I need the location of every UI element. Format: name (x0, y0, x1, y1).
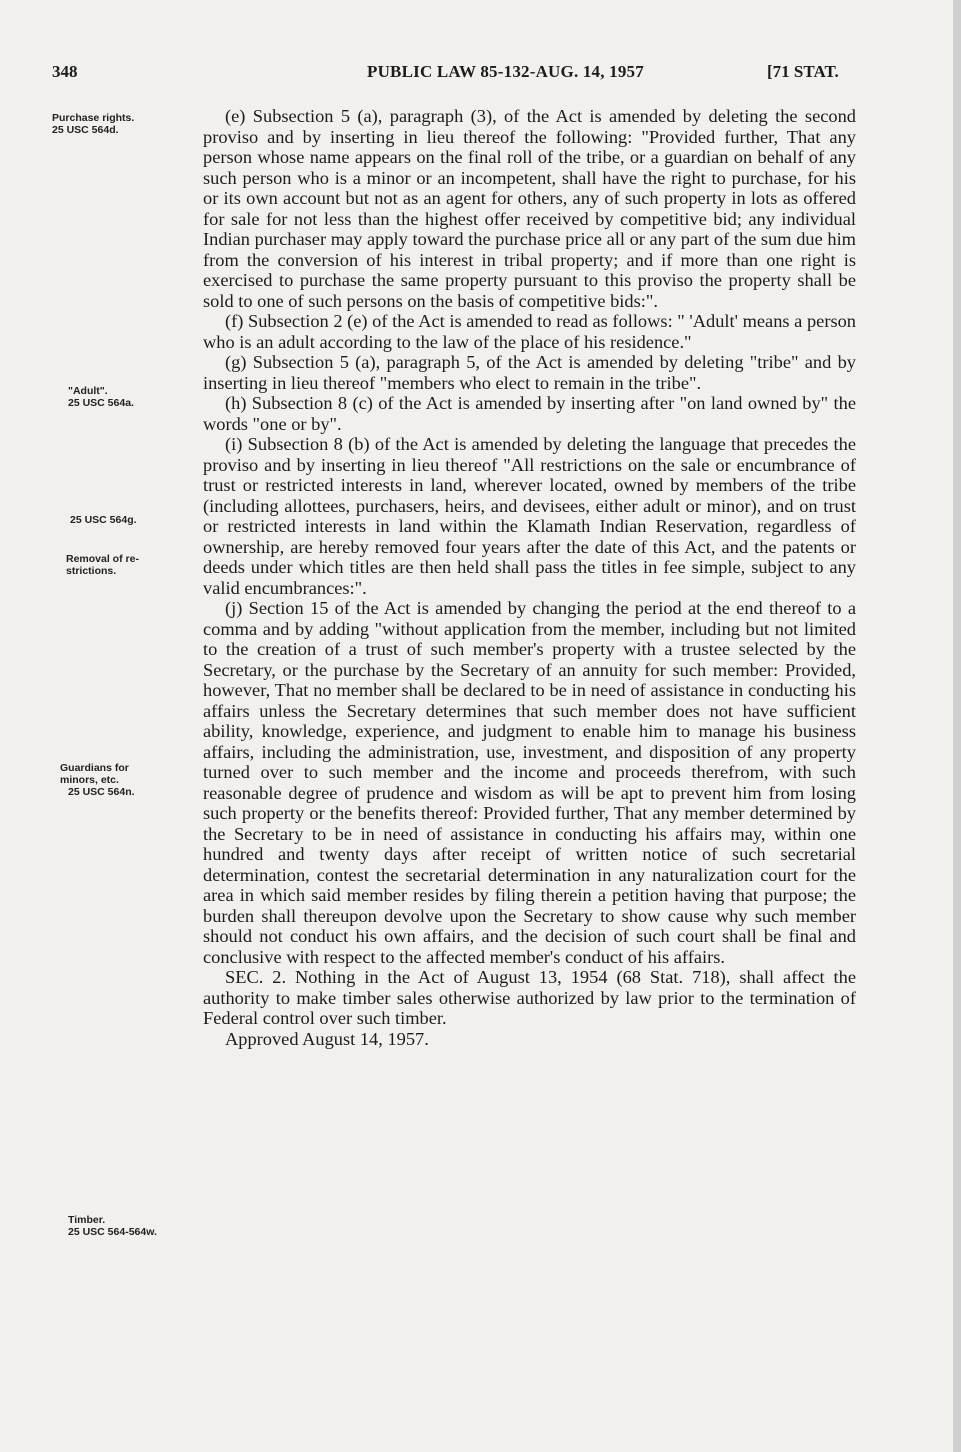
margin-note-line: strictions. (66, 565, 117, 577)
margin-note-removal-of-restrictions (66, 553, 139, 577)
margin-note-line: minors, etc. (60, 774, 119, 786)
volume-citation: [71 STAT. (767, 62, 839, 81)
margin-note-line: 25 USC 564a. (68, 397, 134, 409)
margin-note-line: Purchase rights. (52, 112, 135, 124)
margin-note-timber (68, 1214, 157, 1238)
approval-line: Approved August 14, 1957. (225, 1028, 429, 1049)
margin-note-line: 25 USC 564g. (70, 514, 137, 526)
paragraph-f: (f) Subsection 2 (e) of the Act is amended to read as follows: " 'Adult' means a person who is an adult according to the law of the place of his residence." (203, 311, 856, 352)
margin-note-564g (70, 514, 137, 526)
margin-note-guardians (60, 762, 135, 798)
section-2: SEC. 2. Nothing in the Act of August 13, 1954 (68 Stat. 718), shall affect the authority to make timber sales otherwise authorized by law prior to the termination of Federal control over such timber. (203, 967, 856, 1028)
margin-note-adult (68, 385, 134, 409)
margin-note-line: 25 USC 564n. (68, 786, 135, 798)
statute-body (203, 106, 856, 1049)
margin-note-line: "Adult". (68, 385, 108, 397)
margin-note-line: Guardians for (60, 762, 129, 774)
paragraph-g: (g) Subsection 5 (a), paragraph 5, of the Act is amended by deleting "tribe" and by inserting in lieu thereof "members who elect to remain in the tribe". (203, 352, 856, 393)
paragraph-i: (i) Subsection 8 (b) of the Act is amended by deleting the language that precedes the proviso and by inserting in lieu thereof "All restrictions on the sale or encumbrance of trust or restricted interests in land, wherever located, owned by members of the tribe (including allottees, purchasers, heirs, and devisees, either adult or minor), and on trust or restricted interests in land within the Klamath Indian Reservation, regardless of ownership, are hereby removed four years after the date of this Act, and the patents or deeds under which titles are then held shall pass the titles in fee simple, subject to any valid encumbrances:". (203, 434, 856, 598)
page-title: PUBLIC LAW 85-132-AUG. 14, 1957 (367, 62, 644, 81)
page-header (52, 62, 882, 90)
margin-note-line: 25 USC 564-564w. (68, 1226, 157, 1238)
page-edge (953, 0, 961, 1452)
margin-note-purchase-rights (52, 112, 134, 136)
paragraph-j: (j) Section 15 of the Act is amended by changing the period at the end thereof to a comma and by adding "without application from the member, including but not limited to the creation of a trust of such member's property with a trustee selected by the Secretary, or the purchase by the Secretary of an annuity for such member: Provided, however, That no member shall be declared to be in need of assistance in conducting his affairs unless the Secretary determines that such member does not have sufficient ability, knowledge, experience, and judgment to enable him to manage his business affairs, including the administration, use, investment, and disposition of any property turned over to such member and the income and proceeds therefrom, with such reasonable degree of prudence and wisdom as will be apt to prevent him from losing such property or the benefits thereof: Provided further, That any member determined by the Secretary to be in need of assistance in conducting his affairs may, within one hundred and twenty days after receipt of written notice of such secretarial determination, contest the secretarial determination in any naturalization court for the area in which said member resides by filing therein a petition having that purpose; the burden shall thereupon devolve upon the Secretary to show cause why such member should not conduct his own affairs, and the decision of such court shall be final and conclusive with respect to the affected member's conduct of his affairs. (203, 598, 856, 967)
page-number: 348 (52, 62, 78, 81)
margin-note-line: 25 USC 564d. (52, 124, 119, 136)
paragraph-h: (h) Subsection 8 (c) of the Act is amended by inserting after "on land owned by" the words "one or by". (203, 393, 856, 434)
margin-note-line: Removal of re- (66, 553, 139, 565)
paragraph-e: (e) Subsection 5 (a), paragraph (3), of the Act is amended by deleting the second proviso and by inserting in lieu thereof the following: "Provided further, That any person whose name appears on the final roll of the tribe, or a guardian on behalf of any such person who is a minor or an incompetent, shall have the right to purchase, for his or its own account but not as an agent for others, any of such property in lots as offered for sale for not less than the highest offer received by competitive bid; any individual Indian purchaser may apply toward the purchase price all or any part of the sum due him from the conversion of his interest in tribal property; and if more than one right is exercised to purchase the same property pursuant to this proviso the property shall be sold to one of such persons on the basis of competitive bids:". (203, 106, 856, 311)
margin-note-line: Timber. (68, 1214, 106, 1226)
